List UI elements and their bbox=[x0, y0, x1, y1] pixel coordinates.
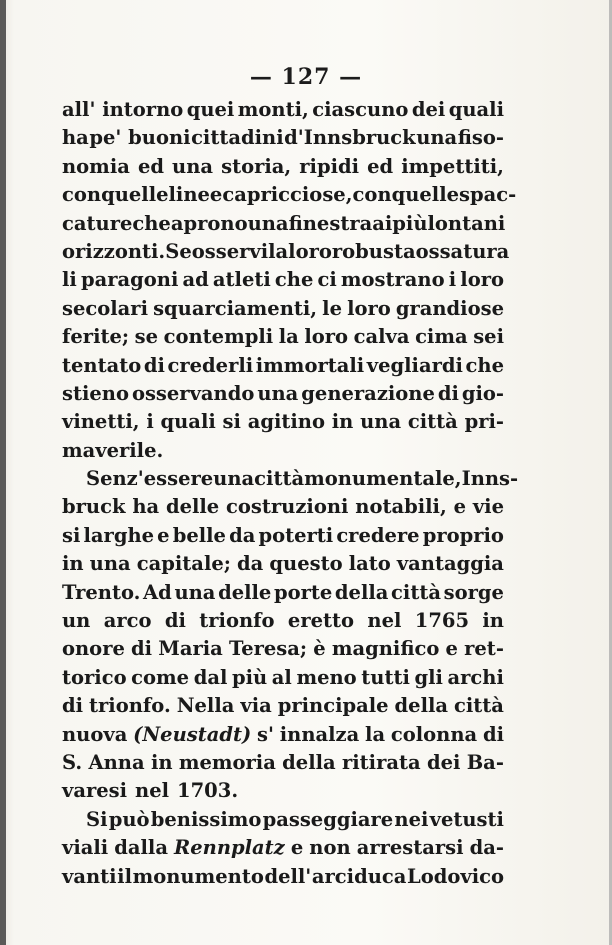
text-line bbox=[62, 323, 504, 351]
word: al bbox=[271, 665, 292, 689]
word: il bbox=[117, 864, 132, 888]
word: in bbox=[62, 552, 84, 576]
word: meno bbox=[296, 665, 357, 689]
word: vantaggia bbox=[396, 552, 504, 576]
word: da bbox=[229, 523, 256, 547]
word: una bbox=[89, 552, 131, 576]
word: ret- bbox=[464, 637, 504, 661]
word: via bbox=[240, 694, 272, 718]
word: ed bbox=[367, 154, 394, 178]
word: Teresa; bbox=[228, 637, 308, 661]
text-line bbox=[62, 124, 504, 152]
word: in bbox=[150, 750, 173, 774]
text-line bbox=[62, 295, 504, 323]
word: vetusti bbox=[429, 807, 504, 831]
word: i bbox=[448, 268, 457, 292]
word: Si bbox=[86, 807, 108, 831]
word: li bbox=[62, 268, 77, 292]
word: grandiose bbox=[395, 296, 504, 320]
word: ferite; bbox=[62, 325, 130, 349]
word: dei bbox=[411, 98, 446, 121]
word: proprio bbox=[422, 523, 504, 547]
word: arciduca bbox=[311, 864, 407, 888]
word: Ad bbox=[143, 580, 172, 604]
word: loro bbox=[304, 325, 349, 349]
word: atleti bbox=[212, 268, 271, 292]
word: memoria bbox=[178, 750, 276, 774]
text-line bbox=[62, 465, 519, 493]
word: si bbox=[222, 410, 241, 434]
word: sorge bbox=[443, 580, 504, 604]
word: cittadini bbox=[191, 126, 284, 150]
word: una bbox=[360, 410, 402, 434]
word: Trento. bbox=[62, 580, 141, 604]
word: come bbox=[131, 665, 190, 689]
word: Nella bbox=[176, 694, 235, 718]
word: una bbox=[416, 126, 458, 150]
word: una bbox=[247, 211, 289, 235]
word: magnifico bbox=[331, 637, 440, 661]
word: arrestarsi bbox=[356, 836, 464, 860]
text-line bbox=[62, 437, 504, 465]
word: immortali bbox=[255, 353, 365, 377]
text-line bbox=[62, 664, 504, 692]
word: robusta bbox=[331, 239, 416, 263]
word: maverile. bbox=[62, 438, 164, 462]
text-line bbox=[62, 522, 504, 550]
word: Ba- bbox=[466, 750, 504, 774]
word: una bbox=[172, 154, 214, 178]
word: porte bbox=[273, 580, 333, 604]
word: loro bbox=[460, 268, 504, 292]
word: monti, bbox=[237, 98, 309, 121]
word: s' bbox=[257, 722, 274, 746]
word: della bbox=[334, 580, 389, 604]
word: (Neustadt) bbox=[133, 722, 252, 746]
word: ed bbox=[137, 154, 164, 178]
text-line bbox=[62, 153, 504, 181]
word: una bbox=[213, 467, 255, 491]
word: nei bbox=[394, 807, 429, 831]
word: in bbox=[482, 609, 504, 633]
word: spac- bbox=[459, 183, 517, 207]
word: d'Innsbruck bbox=[284, 126, 416, 150]
text-line bbox=[62, 777, 504, 805]
word: colonna bbox=[390, 722, 478, 746]
word: ritirata bbox=[341, 750, 421, 774]
word: nel bbox=[135, 779, 170, 803]
word: passeggiare bbox=[262, 807, 394, 831]
text-line bbox=[62, 210, 504, 238]
word: lato bbox=[348, 552, 391, 576]
word: di bbox=[164, 609, 186, 633]
word: contempli bbox=[163, 325, 274, 349]
text-line bbox=[62, 352, 504, 380]
word: nomia bbox=[62, 154, 130, 178]
word: vegliardi bbox=[366, 353, 463, 377]
word: capricciose, bbox=[222, 183, 353, 207]
word: vie bbox=[472, 495, 504, 519]
word: S. bbox=[62, 750, 83, 774]
word: 1703. bbox=[177, 779, 239, 803]
word: ci bbox=[317, 268, 337, 292]
word: principale bbox=[277, 694, 389, 718]
word: vinetti, bbox=[62, 410, 140, 434]
word: si bbox=[62, 523, 81, 547]
word: un bbox=[62, 609, 91, 633]
word: con bbox=[62, 183, 102, 207]
word: della bbox=[394, 694, 449, 718]
word: Se bbox=[165, 239, 192, 263]
word: Inns- bbox=[461, 467, 519, 491]
word: ripidi bbox=[299, 154, 360, 178]
text-line bbox=[62, 380, 504, 408]
word: trionfo. bbox=[89, 694, 171, 718]
word: da- bbox=[469, 836, 504, 860]
word: città bbox=[391, 580, 441, 604]
word: larghe bbox=[83, 523, 155, 547]
word: città bbox=[454, 694, 504, 718]
word: di bbox=[131, 637, 153, 661]
word: più bbox=[392, 211, 428, 235]
text-line bbox=[62, 721, 504, 749]
word: delle bbox=[165, 495, 220, 519]
word: dell' bbox=[264, 864, 312, 888]
word: eretto bbox=[287, 609, 355, 633]
text-line bbox=[62, 181, 517, 209]
word: città bbox=[254, 467, 305, 491]
word: monumentale, bbox=[304, 467, 462, 491]
word: 1765 bbox=[414, 609, 470, 633]
word: le bbox=[322, 296, 342, 320]
word: la bbox=[365, 722, 386, 746]
word: finestra bbox=[288, 211, 373, 235]
word: torico bbox=[62, 665, 127, 689]
text-line bbox=[62, 749, 504, 777]
word: e bbox=[453, 495, 466, 519]
word: i bbox=[146, 410, 154, 434]
word: Rennplatz bbox=[174, 836, 285, 860]
word: gli bbox=[414, 665, 443, 689]
word: pe' buoni bbox=[89, 126, 191, 150]
word: può bbox=[108, 807, 150, 831]
text-line bbox=[62, 607, 504, 635]
word: e bbox=[445, 637, 458, 661]
word: poterti bbox=[258, 523, 334, 547]
word: ad bbox=[182, 268, 209, 292]
word: città bbox=[407, 410, 458, 434]
word: varesi bbox=[62, 779, 128, 803]
word: e bbox=[290, 836, 304, 860]
word: è bbox=[313, 637, 326, 661]
word: di bbox=[62, 694, 84, 718]
word: sei bbox=[473, 325, 504, 349]
word: nuova bbox=[62, 722, 128, 746]
word: della bbox=[282, 750, 336, 774]
word: quali bbox=[448, 98, 504, 121]
word: e bbox=[157, 523, 170, 547]
word: all' intorno bbox=[62, 98, 184, 121]
word: dalla bbox=[114, 836, 168, 860]
word: bruck bbox=[62, 495, 126, 519]
word: storia, bbox=[221, 154, 292, 178]
text-line bbox=[62, 863, 504, 891]
word: Lodovico bbox=[407, 864, 504, 888]
text-line bbox=[62, 834, 504, 862]
body-text bbox=[62, 96, 519, 891]
word: gio- bbox=[461, 381, 504, 405]
text-line bbox=[62, 635, 504, 663]
word: benissimo bbox=[150, 807, 262, 831]
word: onore bbox=[62, 637, 125, 661]
word: costruzioni bbox=[226, 495, 349, 519]
word: ha bbox=[62, 126, 89, 150]
word: monumento bbox=[132, 864, 264, 888]
word: dal bbox=[193, 665, 228, 689]
word: linee bbox=[168, 183, 223, 207]
text-line bbox=[62, 550, 504, 578]
word: che bbox=[465, 353, 504, 377]
word: trionfo bbox=[199, 609, 275, 633]
word: di bbox=[437, 381, 459, 405]
word: quelle bbox=[101, 183, 169, 207]
word: non bbox=[309, 836, 351, 860]
word: dei bbox=[426, 750, 461, 774]
word: che bbox=[132, 211, 171, 235]
word: viali bbox=[62, 836, 109, 860]
text-line bbox=[62, 96, 504, 124]
word: una bbox=[257, 381, 299, 405]
word: di bbox=[482, 722, 504, 746]
word: cima bbox=[415, 325, 468, 349]
word: la bbox=[268, 239, 289, 263]
word: agitino bbox=[247, 410, 325, 434]
word: di bbox=[143, 353, 165, 377]
word: impettiti, bbox=[401, 154, 504, 178]
word: tentato bbox=[62, 353, 142, 377]
text-line bbox=[62, 266, 504, 294]
page-number: — 127 — bbox=[249, 64, 363, 90]
word: notabili, bbox=[355, 495, 447, 519]
word: ciascuno bbox=[312, 98, 409, 121]
word: paragoni bbox=[80, 268, 179, 292]
word: quelle bbox=[391, 183, 460, 207]
word: questo bbox=[269, 552, 343, 576]
word: delle bbox=[218, 580, 272, 604]
word: se bbox=[134, 325, 159, 349]
text-line bbox=[62, 238, 510, 266]
word: tutti bbox=[361, 665, 410, 689]
word: Anna bbox=[88, 750, 145, 774]
word: la bbox=[278, 325, 299, 349]
word: quei bbox=[186, 98, 235, 121]
word: in bbox=[331, 410, 354, 434]
word: capitale; bbox=[136, 552, 231, 576]
word: che bbox=[274, 268, 314, 292]
word: arco bbox=[103, 609, 152, 633]
word: archi bbox=[447, 665, 504, 689]
word: lontani bbox=[427, 211, 506, 235]
word: cature bbox=[62, 211, 133, 235]
word: squarciamenti, bbox=[153, 296, 318, 320]
word: osservi bbox=[191, 239, 269, 263]
word: più bbox=[231, 665, 268, 689]
word: generazione bbox=[301, 381, 435, 405]
word: mostrano bbox=[340, 268, 445, 292]
word: Senz'essere bbox=[86, 467, 214, 491]
word: una bbox=[174, 580, 216, 604]
text-line bbox=[62, 579, 504, 607]
word: innalza bbox=[279, 722, 360, 746]
word: loro bbox=[347, 296, 391, 320]
word: da bbox=[237, 552, 264, 576]
word: nel bbox=[367, 609, 402, 633]
word: vanti bbox=[62, 864, 117, 888]
text-line bbox=[62, 408, 504, 436]
word: osservando bbox=[131, 381, 255, 405]
word: con bbox=[352, 183, 392, 207]
word: stieno bbox=[62, 381, 129, 405]
word: calva bbox=[353, 325, 410, 349]
word: quali bbox=[160, 410, 216, 434]
word: Maria bbox=[158, 637, 223, 661]
page-binding-shadow bbox=[0, 0, 6, 945]
word: fiso- bbox=[457, 126, 504, 150]
text-line bbox=[62, 806, 504, 834]
word: ha bbox=[132, 495, 160, 519]
word: ossatura bbox=[415, 239, 510, 263]
word: credere bbox=[336, 523, 420, 547]
word: orizzonti. bbox=[62, 239, 166, 263]
word: belle bbox=[172, 523, 226, 547]
word: ai bbox=[372, 211, 393, 235]
word: aprono bbox=[170, 211, 248, 235]
word: loro bbox=[288, 239, 332, 263]
text-line bbox=[62, 692, 504, 720]
word: pri- bbox=[464, 410, 504, 434]
word: crederli bbox=[167, 353, 254, 377]
word: secolari bbox=[62, 296, 148, 320]
text-line bbox=[62, 493, 504, 521]
